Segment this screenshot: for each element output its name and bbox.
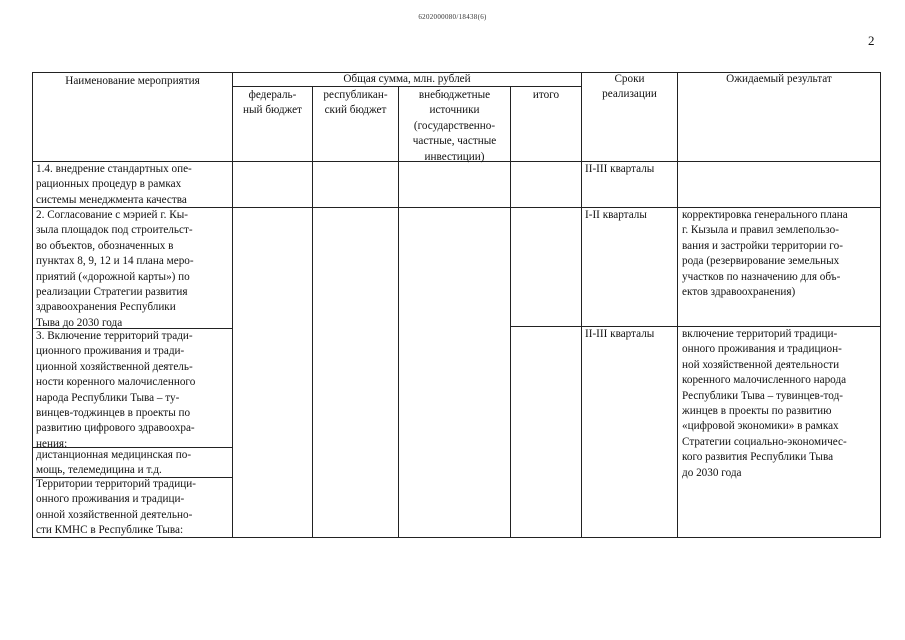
col-rule-federal: [312, 86, 313, 538]
row2-result: корректировка генерального плана г. Кызыла и правил землепользо- вания и застройки территории го- рода (резервирование земельных участков по назначению для объ- ектов здравоохранения): [682, 209, 848, 299]
header-total-amount: Общая сумма, млн. рублей: [343, 73, 471, 85]
row1-terms: II-III кварталы: [585, 163, 655, 175]
col-rule-terms: [677, 72, 678, 538]
row3-name: 3. Включение территорий тради- ционного проживания и тради- ционной хозяйственной деятель- ности коренного малочисленного народа Республики Тыва – ту- винцев-тоджинцев в проекты по развитию цифрового здравоохра- нения:: [36, 330, 196, 450]
header-republican: республикан- ский бюджет: [323, 89, 388, 117]
col-rule-name: [232, 72, 233, 538]
header-name: Наименование мероприятия: [65, 75, 200, 87]
row2-terms: I-II кварталы: [585, 209, 647, 221]
row4-name: дистанционная медицинская по- мощь, телемедицина и т.д.: [36, 449, 192, 477]
row2-name: 2. Согласование с мэрией г. Кы- зыла площадок под строительст- во объектов, обозначенных в пунктах 8, 9, 12 и 14 плана меро- приятий («дорожной карты») по реализации Стратегии развития здравоохранения Республики Тыва до 2030 года: [36, 209, 194, 329]
header-result: Ожидаемый результат: [726, 73, 832, 85]
row5-name: Территории территорий традици- онного проживания и традици- онной хозяйственной деятельно- сти КМНС в Республике Тыва:: [36, 478, 196, 537]
row1-name: 1.4. внедрение стандартных опе- рационных процедур в рамках системы менеджмента качества: [36, 163, 192, 206]
header-extrabudget: внебюджетные источники (государственно- частные, частные инвестиции): [412, 89, 497, 163]
header-terms: Сроки реализации: [602, 73, 657, 101]
page-number: 2: [868, 33, 875, 48]
col-rule-total: [581, 72, 582, 538]
table-border-left: [32, 72, 33, 538]
header-federal: федераль- ный бюджет: [243, 89, 302, 117]
header-total: итого: [532, 89, 560, 101]
table-border-right: [880, 72, 881, 538]
row3-result: включение территорий традици- онного проживания и традицион- ной хозяйственной деятельности коренного малочисленного народа Республики Тыва – тувинцев-тод- жинцев в проекты по развитию «цифровой экономики» в рамках Стратегии социально-экономичес- кого развития Республики Тыва до 2030 года: [682, 328, 847, 479]
document-code: 6202000080/18438(6): [418, 13, 487, 21]
measures-table: [32, 72, 881, 538]
row3-terms: II-III кварталы: [585, 328, 655, 340]
col-rule-extrabudget: [510, 86, 511, 538]
